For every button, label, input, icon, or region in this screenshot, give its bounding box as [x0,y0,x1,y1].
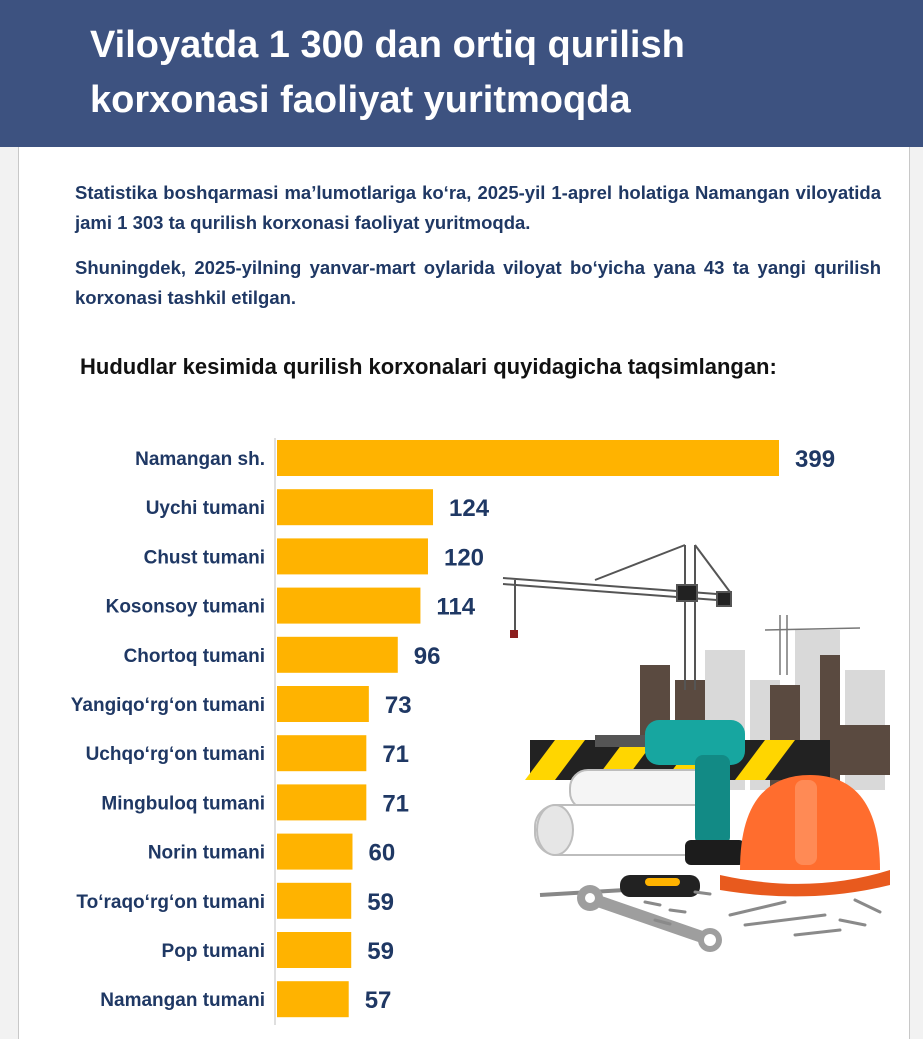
category-label: Norin tumani [147,842,265,864]
bar [277,538,428,574]
category-label: Yangiqoʻrgʻon tumani [70,695,265,716]
value-label: 71 [382,741,410,769]
construction-illustration [495,540,895,960]
bar [277,883,351,919]
category-label: Kosonsoy tumani [105,596,265,618]
category-label: Namangan tumani [100,990,265,1012]
value-label: 399 [795,446,836,473]
bar [277,932,351,968]
bar [277,440,779,476]
bar [277,686,369,722]
bar [277,784,366,820]
category-label: Chust tumani [143,547,265,569]
bar [277,637,398,673]
value-label: 96 [413,642,441,670]
category-label: Chortoq tumani [123,645,265,667]
value-label: 124 [449,495,490,523]
value-label: 57 [364,987,392,1015]
bar [277,489,433,525]
bar [277,981,349,1017]
category-label: Mingbuloq tumani [101,793,265,815]
page-title: Viloyatda 1 300 dan ortiq qurilish korxonasi faoliyat yuritmoqda [90,24,685,121]
category-label: Uchqoʻrgʻon tumani [85,744,265,766]
value-label: 59 [367,888,394,916]
value-label: 59 [367,938,394,965]
bar [277,735,366,771]
bar [277,834,352,870]
value-label: 60 [368,839,396,867]
intro-paragraph-2: Shuningdek, 2025-yilning yanvar-mart oylarida viloyat boʻyicha yana 43 ta yangi qurilish korxonasi tashkil etilgan. [75,257,881,308]
chart-title: Hududlar kesimida qurilish korxonalari quyidagicha taqsimlangan: [80,354,777,379]
value-label: 120 [443,544,485,572]
screwdriver-icon [540,875,700,897]
hard-hat-icon [720,775,890,896]
category-label: Toʻraqoʻrgʻon tumani [76,891,265,913]
category-label: Pop tumani [161,941,265,962]
value-label: 73 [384,692,412,719]
intro-paragraph-1: Statistika boshqarmasi maʼlumotlariga koʻra, 2025-yil 1-aprel holatiga Namangan viloyatida jami 1 303 ta qurilish korxonasi faoliyat yuritmoqda. [75,182,881,233]
value-label: 114 [436,593,476,621]
category-label: Uychi tumani [145,498,265,520]
bar [277,588,420,624]
category-label: Namangan sh. [135,449,265,470]
crane-icon [503,545,731,690]
value-label: 71 [382,790,410,818]
